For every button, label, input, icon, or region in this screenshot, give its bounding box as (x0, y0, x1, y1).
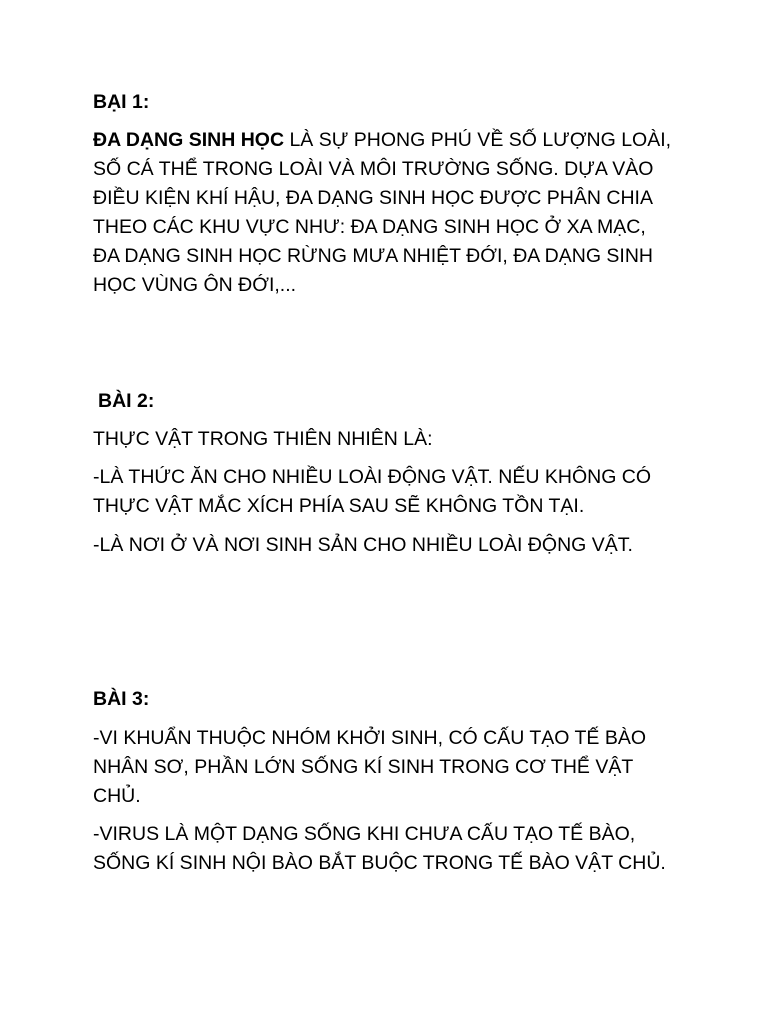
section1-heading: BẠI 1: (93, 91, 150, 113)
section1-line-3: ĐIỀU KIỆN KHÍ HẬU, ĐA DẠNG SINH HỌC ĐƯỢC PHÂN CHIA (93, 187, 653, 209)
section2-line-2: -LÀ THỨC ĂN CHO NHIỀU LOÀI ĐỘNG VẬT. NẾU KHÔNG CÓ (93, 466, 652, 488)
section1-term: ĐA DẠNG SINH HỌC (93, 129, 285, 151)
section3-line-2: NHÂN SƠ, PHẦN LỚN SỐNG KÍ SINH TRONG CƠ THỂ VẬT (93, 756, 634, 778)
section3-line-3: CHỦ. (93, 785, 141, 807)
section3-line-4: -VIRUS LÀ MỘT DẠNG SỐNG KHI CHƯA CẤU TẠO TẾ BÀO, (93, 823, 636, 845)
section1-line-1 (93, 127, 671, 153)
section1-line-1-text: LÀ SỰ PHONG PHÚ VỀ SỐ LƯỢNG LOÀI, (284, 129, 672, 151)
section3-heading: BÀI 3: (93, 688, 150, 710)
section1-line-6: HỌC VÙNG ÔN ĐỚI,... (93, 274, 297, 296)
section3-line-1: -VI KHUẨN THUỘC NHÓM KHỞI SINH, CÓ CẤU TẠO TẾ BÀO (93, 727, 647, 749)
section1-line-5: ĐA DẠNG SINH HỌC RỪNG MƯA NHIỆT ĐỚI, ĐA DẠNG SINH (93, 245, 653, 267)
section2-heading: BÀI 2: (98, 390, 155, 412)
section1-line-4: THEO CÁC KHU VỰC NHƯ: ĐA DẠNG SINH HỌC Ở XA MẠC, (93, 216, 646, 238)
section2-line-3: THỰC VẬT MẮC XÍCH PHÍA SAU SẼ KHÔNG TỒN TẠI. (93, 495, 585, 517)
section2-line-4: -LÀ NƠI Ở VÀ NƠI SINH SẢN CHO NHIỀU LOÀI ĐỘNG VẬT. (93, 534, 633, 556)
section1-line-2: SỐ CÁ THỂ TRONG LOÀI VÀ MÔI TRƯỜNG SỐNG. DỰA VÀO (93, 158, 654, 180)
section3-line-5: SỐNG KÍ SINH NỘI BÀO BẮT BUỘC TRONG TẾ BÀO VẬT CHỦ. (93, 852, 666, 874)
section2-line-1: THỰC VẬT TRONG THIÊN NHIÊN LÀ: (93, 428, 433, 450)
